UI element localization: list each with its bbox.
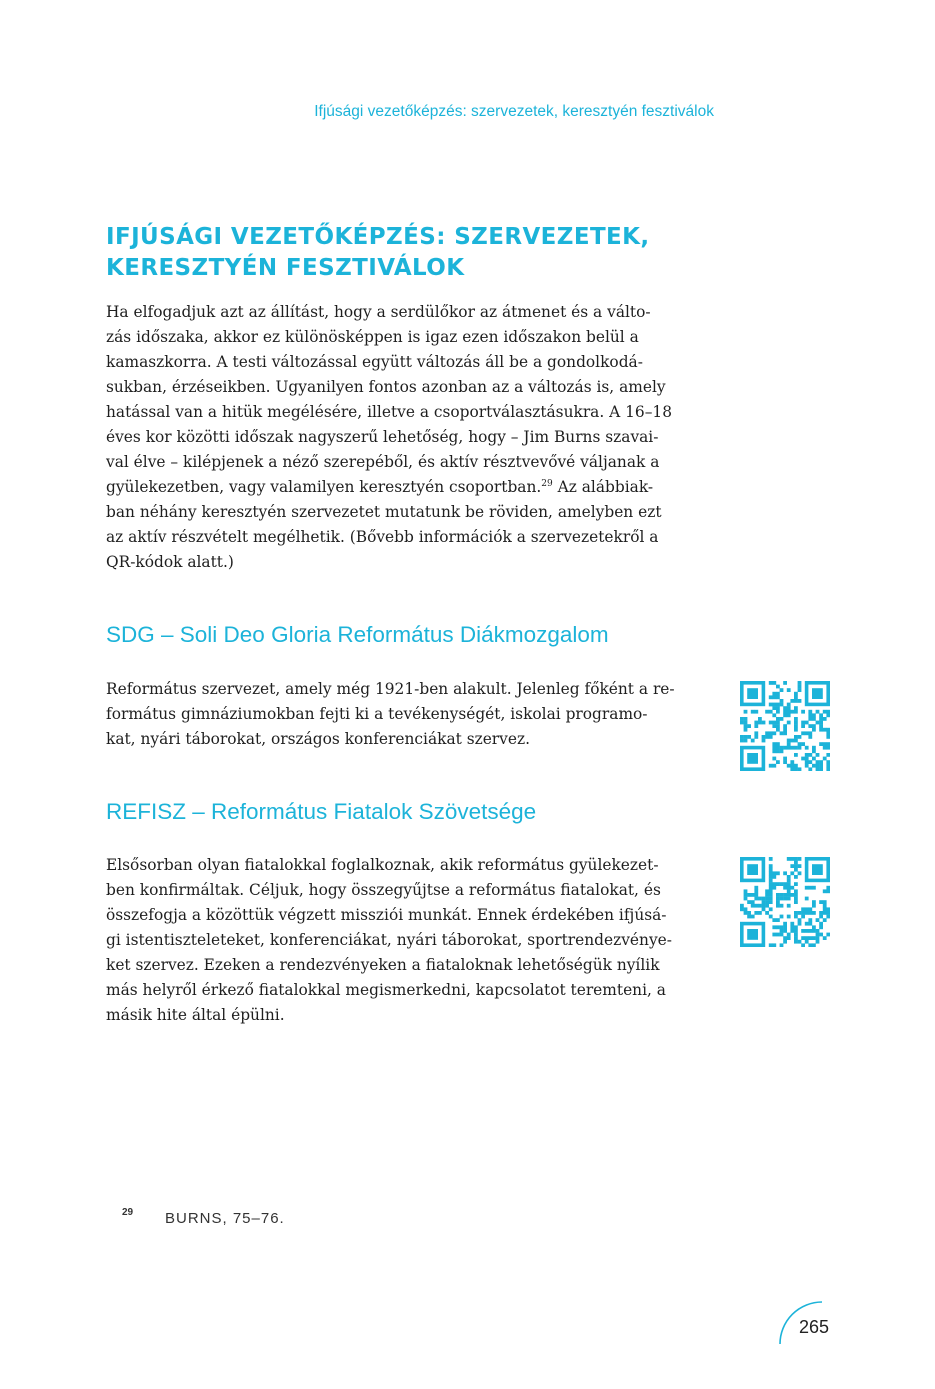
intro-line: sukban, érzéseikben. Ugyanilyen fontos azonban az a változás is, amely [106, 378, 666, 396]
intro-line: zás időszaka, akkor ez különösképpen is igaz ezen időszakon belül a [106, 328, 639, 346]
section-title-refisz: REFISZ – Református Fiatalok Szövetsége [106, 799, 537, 824]
qr-code-icon[interactable] [740, 681, 830, 771]
intro-line: ban néhány keresztyén szervezetet mutatunk be röviden, amelyben ezt [106, 503, 662, 521]
footnote-reference[interactable]: 29 [541, 479, 553, 489]
refisz-line: másik hite által épülni. [106, 1006, 285, 1024]
intro-line: kamaszkorra. A testi változással együtt változás áll be a gondolkodá- [106, 353, 643, 371]
refisz-line: ben konfirmáltak. Céljuk, hogy összegyűjtse a református fiatalokat, és [106, 881, 661, 899]
qr-code-icon[interactable] [740, 857, 830, 947]
footnote-number: 29 [122, 1207, 134, 1218]
intro-line [106, 475, 716, 500]
intro-line: hatással van a hitük megélésére, illetve a csoportválasztásukra. A 16–18 [106, 403, 673, 421]
sdg-line: Református szervezet, amely még 1921-ben alakult. Jelenleg főként a re- [106, 680, 675, 698]
running-header: Ifjúsági vezetőképzés: szervezetek, keresztyén fesztiválok [314, 103, 714, 120]
refisz-paragraph [106, 853, 716, 1028]
intro-line: éves kor közötti időszak nagyszerű lehetőség, hogy – Jim Burns szavai- [106, 428, 659, 446]
intro-paragraph [106, 300, 716, 575]
sdg-line: kat, nyári táborokat, országos konferenciákat szervez. [106, 730, 530, 748]
sdg-line: formátus gimnáziumokban fejti ki a tevékenységét, iskolai programo- [106, 705, 648, 723]
intro-line: Ha elfogadjuk azt az állítást, hogy a serdülőkor az átmenet és a válto- [106, 303, 651, 321]
intro-line: az aktív részvételt megélhetik. (Bővebb információk a szervezetekről a [106, 528, 659, 546]
sdg-paragraph [106, 677, 716, 752]
refisz-line: más helyről érkező fiatalokkal megismerkedni, kapcsolatot teremteni, a [106, 981, 666, 999]
page-number: 265 [799, 1317, 830, 1337]
intro-line: QR-kódok alatt.) [106, 553, 234, 571]
intro-line-tail: Az alábbiak- [552, 478, 654, 496]
chapter-title [106, 222, 726, 284]
refisz-line: ket szervez. Ezeken a rendezvényeken a fiataloknak lehetőségük nyílik [106, 956, 660, 974]
chapter-title-line-1: IFJÚSÁGI VEZETŐKÉPZÉS: SZERVEZETEK, [106, 224, 650, 250]
intro-line: val élve – kilépjenek a néző szerepéből, és aktív résztvevővé váljanak a [106, 453, 660, 471]
refisz-line: gi istentiszteleteket, konferenciákat, nyári táborokat, sportrendezvénye- [106, 931, 672, 949]
chapter-title-line-2: KERESZTYÉN FESZTIVÁLOK [106, 255, 465, 281]
footnote-text: BURNS, 75–76. [165, 1210, 285, 1227]
section-title-sdg: SDG – Soli Deo Gloria Református Diákmozgalom [106, 622, 609, 647]
refisz-line: összefogja a közöttük végzett missziói munkát. Ennek érdekében ifjúsá- [106, 906, 667, 924]
refisz-line: Elsősorban olyan fiatalokkal foglalkoznak, akik református gyülekezet- [106, 856, 659, 874]
intro-line-text: gyülekezetben, vagy valamilyen keresztyén csoportban. [106, 478, 542, 496]
